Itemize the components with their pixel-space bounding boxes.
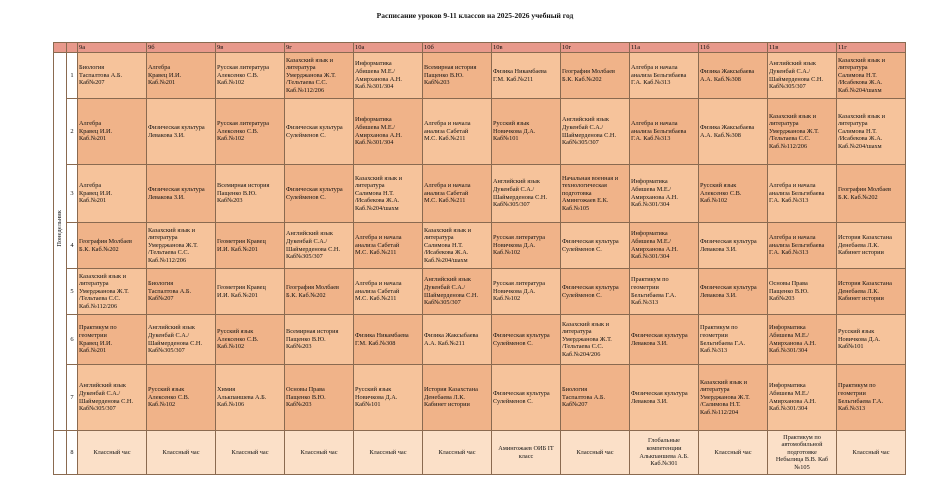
lesson-text: Физика Жаксыбаева А.А. Каб.№308	[700, 123, 755, 139]
lesson-cell	[837, 53, 906, 99]
lesson-text: Алгебра и начала анализа Бельгибаева Г.А. Каб.№313	[769, 234, 825, 257]
class-header-10а: 10а	[354, 43, 423, 53]
lesson-row	[54, 223, 906, 269]
lesson-cell	[285, 365, 354, 431]
lesson-text: Классный час	[93, 448, 131, 456]
lesson-cell	[768, 223, 837, 269]
lesson-text: Алгебра Кравец И.И. Каб.№201	[79, 120, 113, 143]
lesson-text: Физическая культура Сулейменов С.	[286, 185, 343, 201]
lesson-text: Всемирная история Пащенко В.Ю. Каб№203	[286, 328, 339, 351]
lesson-text: Алгебра и начала анализа Сабетай М.С. Каб.№211	[355, 234, 402, 257]
lesson-text: Физическая культура Левакова З.И.	[700, 283, 757, 299]
class-header-11а: 11а	[630, 43, 699, 53]
lesson-text: Глобальные компетенции Алькпаншева А.Б. Каб.№301	[639, 437, 689, 468]
lesson-text: Классный час	[300, 448, 338, 456]
lesson-text: Физическая культура Сулейменов С.	[493, 389, 550, 405]
lesson-text: Русская литература Новичкова Д.А. Каб.№102	[493, 280, 546, 303]
lesson-text: Казахский язык и литература Умерджанова Ж.Т. /Салимова Н.Т. Каб.№112/204	[700, 378, 750, 416]
class-header-9в: 9в	[216, 43, 285, 53]
lesson-cell	[561, 223, 630, 269]
lesson-cell	[216, 99, 285, 165]
lesson-cell	[78, 431, 147, 475]
lesson-text: Казахский язык и литература Умерджанова Ж.Т. /Тельтаева С.С. Каб.№112/206	[148, 226, 198, 264]
lesson-cell	[630, 431, 699, 475]
lesson-cell	[837, 269, 906, 315]
lesson-cell	[147, 165, 216, 223]
lesson-cell	[492, 431, 561, 475]
lesson-text: Информатика Абишева М.Е./ Амирханова А.Н. Каб.№301/304	[631, 230, 678, 261]
lesson-cell	[561, 99, 630, 165]
lesson-text: Казахский язык и литература Салимова Н.Т. /Исабекова Ж.А. Каб.№204/шахм	[424, 226, 471, 264]
lesson-text: Всемирная история Пащенко В.Ю. Каб№203	[424, 64, 477, 87]
lesson-text: Физическая культура Левакова З.И.	[631, 331, 688, 347]
lesson-text: Алгебра Кравец И.И. Каб.№201	[148, 64, 182, 87]
lesson-text: География Молбаев Б.К. Каб.№202	[286, 283, 339, 299]
lesson-cell	[492, 53, 561, 99]
lesson-text: Английский язык Дукенбай С.А./ Шаймерденова С.Н. Каб№305/307	[148, 324, 203, 355]
lesson-text: Казахский язык и литература Умерджанова Ж.Т. /Тельтаева С.С. Каб.№204/206	[562, 320, 612, 358]
lesson-cell	[630, 99, 699, 165]
lesson-number: 6	[67, 315, 78, 365]
lesson-cell	[216, 165, 285, 223]
lesson-number: 1	[67, 53, 78, 99]
class-header-10г: 10г	[561, 43, 630, 53]
lesson-text: Английский язык Дукенбай С.А./ Шаймерденова С.Н. Каб№305/307	[562, 116, 617, 147]
lesson-text: Физическая культура Сулейменов С.	[562, 283, 619, 299]
lesson-cell	[285, 53, 354, 99]
lesson-text: Казахский язык и литература Салимова Н.Т. /Исабекова Ж.А. Каб.№204/шахм	[838, 112, 885, 150]
lesson-cell	[354, 99, 423, 165]
class-header-9а: 9а	[78, 43, 147, 53]
lesson-text: Физика Никамбаева Г.М. Каб.№308	[355, 331, 409, 347]
lesson-cell	[837, 365, 906, 431]
lesson-text: Геометрия Кравец И.И. Каб.№201	[217, 237, 266, 253]
lesson-text: Алгебра Кравец И.И. Каб.№201	[79, 182, 113, 205]
lesson-cell	[768, 165, 837, 223]
lesson-cell	[699, 431, 768, 475]
lesson-text: Русский язык Алексенко С.В. Каб.№102	[217, 328, 259, 351]
lesson-cell	[492, 223, 561, 269]
lesson-text: Классный час	[852, 448, 890, 456]
lesson-cell	[699, 269, 768, 315]
lesson-row	[54, 53, 906, 99]
lesson-cell	[492, 365, 561, 431]
lesson-text: Физическая культура Левакова З.И.	[148, 123, 205, 139]
lesson-text: География Молбаев Б.К. Каб.№202	[79, 237, 132, 253]
lesson-text: Алгебра и начала анализа Бельгибаева Г.А. Каб.№313	[631, 64, 687, 87]
lesson-text: Классный час	[231, 448, 269, 456]
lesson-text: Физика Жаксыбаева А.А. Каб.№308	[700, 67, 755, 83]
day-label-cell	[54, 53, 67, 431]
lesson-text: Физика Никамбаева Г.М. Каб.№211	[493, 67, 547, 83]
lesson-cell	[561, 165, 630, 223]
lesson-cell	[699, 315, 768, 365]
lesson-cell	[837, 431, 906, 475]
class-header-10в: 10в	[492, 43, 561, 53]
lesson-text: Биология Таспалтова А.Б. Каб№207	[562, 386, 606, 409]
lesson-text: Казахский язык и литература Салимова Н.Т. /Исабекова Ж.А. Каб.№204/шахм	[838, 56, 885, 94]
class-header-9б: 9б	[147, 43, 216, 53]
lesson-cell	[354, 53, 423, 99]
lesson-cell	[423, 315, 492, 365]
lesson-cell	[423, 431, 492, 475]
lesson-cell	[837, 315, 906, 365]
lesson-text: Физическая культура Левакова З.И.	[631, 389, 688, 405]
lesson-text: Практикум по геометрии Кравец И.И. Каб.№201	[79, 324, 117, 355]
lesson-cell	[768, 315, 837, 365]
lesson-row	[54, 315, 906, 365]
lesson-text: Физическая культура Сулейменов С.	[493, 331, 550, 347]
lesson-text: Практикум по геометрии Бельгибаева Г.А. Каб.№313	[838, 382, 884, 413]
lesson-text: Биология Таспалтова А.Б. Каб№207	[148, 280, 192, 303]
lesson-text: Казахский язык и литература Салимова Н.Т. /Исабекова Ж.А. Каб.№204/шахм	[355, 174, 402, 212]
lesson-cell	[630, 269, 699, 315]
lesson-number: 7	[67, 365, 78, 431]
lesson-cell	[147, 315, 216, 365]
lesson-text: Алгебра и начала анализа Сабетай М.С. Каб.№211	[424, 120, 471, 143]
lesson-cell	[285, 315, 354, 365]
lesson-row	[54, 165, 906, 223]
lesson-cell	[147, 53, 216, 99]
lesson-text: Информатика Абишева М.Е./ Амирханова А.Н. Каб.№301/304	[631, 178, 678, 209]
lesson-text: Русский язык Новичкова Д.А. Каб№101	[838, 328, 881, 351]
lesson-cell	[216, 269, 285, 315]
lesson-cell	[147, 365, 216, 431]
lesson-cell	[768, 53, 837, 99]
lesson-cell	[492, 99, 561, 165]
lesson-cell	[354, 223, 423, 269]
lesson-cell	[768, 99, 837, 165]
lesson-text: Физическая культура Сулейменов С.	[562, 237, 619, 253]
lesson-text: Амингожаев ОИБ IT класс	[498, 444, 554, 460]
lesson-text: Алгебра и начала анализа Сабетай М.С. Каб.№211	[424, 182, 471, 205]
lesson-text: Практикум по автомобильной подготовке Небылица В.В. Каб №105	[775, 433, 829, 471]
lesson-text: Физическая культура Левакова З.И.	[148, 185, 205, 201]
lesson-cell	[630, 223, 699, 269]
lesson-text: Классный час	[369, 448, 407, 456]
lesson-number: 2	[67, 99, 78, 165]
lesson-number: 3	[67, 165, 78, 223]
lesson-cell	[285, 165, 354, 223]
lesson-row	[54, 431, 906, 475]
lesson-text: Русский язык Новичкова Д.А. Каб№101	[493, 120, 536, 143]
lesson-row	[54, 365, 906, 431]
lesson-text: Химия Алькпаншева А.Б. Каб.№106	[217, 386, 267, 409]
lesson-cell	[699, 165, 768, 223]
lesson-cell	[630, 315, 699, 365]
lesson-cell	[216, 223, 285, 269]
lesson-text: Начальная военная и технологическая подготовка Амингожаев Е.К. Каб.№105	[562, 174, 619, 212]
lesson-cell	[492, 315, 561, 365]
lesson-cell	[630, 365, 699, 431]
lesson-cell	[423, 53, 492, 99]
header-row	[54, 43, 906, 53]
lesson-cell	[561, 269, 630, 315]
lesson-cell	[423, 223, 492, 269]
lesson-cell	[78, 53, 147, 99]
lesson-text: Физическая культура Сулейменов С.	[286, 123, 343, 139]
lesson-text: География Молбаев Б.К. Каб.№202	[838, 185, 891, 201]
lesson-cell	[423, 99, 492, 165]
lesson-text: История Казахстана Денебаева Л.К. Кабинет истории	[424, 386, 478, 409]
schedule-table	[53, 42, 906, 475]
lesson-text: Информатика Абишева М.Е./ Амирханова А.Н. Каб.№301/304	[355, 116, 402, 147]
lesson-text: Физика Жаксыбаева А.А. Каб.№211	[424, 331, 479, 347]
lesson-cell	[837, 165, 906, 223]
lesson-text: Биология Таспалтова А.Б. Каб№207	[79, 64, 123, 87]
lesson-text: Алгебра и начала анализа Бельгибаева Г.А. Каб.№313	[631, 120, 687, 143]
lesson-text: Казахский язык и литература Умерджанова Ж.Т. /Тельтаева С.С. Каб.№112/206	[79, 272, 129, 310]
lesson-cell	[147, 269, 216, 315]
lesson-cell	[78, 165, 147, 223]
class-header-11г: 11г	[837, 43, 906, 53]
day-label: Понедельник	[56, 209, 64, 247]
lesson-number: 4	[67, 223, 78, 269]
lesson-cell	[285, 99, 354, 165]
lesson-cell	[492, 165, 561, 223]
lesson-cell	[768, 269, 837, 315]
lesson-cell	[285, 223, 354, 269]
lesson-text: Физическая культура Левакова З.И.	[700, 237, 757, 253]
header-blank	[54, 43, 67, 53]
lesson-text: Основы Права Пащенко В.Ю. Каб№203	[286, 386, 326, 409]
lesson-cell	[699, 99, 768, 165]
lesson-cell	[630, 165, 699, 223]
lesson-cell	[285, 269, 354, 315]
lesson-cell	[354, 431, 423, 475]
lesson-cell	[423, 365, 492, 431]
lesson-text: Классный час	[714, 448, 752, 456]
lesson-text: Классный час	[162, 448, 200, 456]
lesson-text: Русская литература Алексенко С.В. Каб.№102	[217, 120, 270, 143]
lesson-cell	[78, 99, 147, 165]
lesson-cell	[423, 269, 492, 315]
lesson-cell	[561, 431, 630, 475]
lesson-cell	[147, 99, 216, 165]
lesson-cell	[354, 315, 423, 365]
lesson-text: Русский язык Новичкова Д.А. Каб№101	[355, 386, 398, 409]
lesson-text: Классный час	[438, 448, 476, 456]
lesson-text: Английский язык Дукенбай С.А./ Шаймерденова С.Н. Каб№305/307	[79, 382, 134, 413]
lesson-cell	[354, 165, 423, 223]
lesson-text: Русский язык Алексенко С.В. Каб.№102	[700, 182, 742, 205]
day-label-cell	[54, 431, 67, 475]
lesson-text: История Казахстана Денебаева Л.К. Кабинет истории	[838, 234, 892, 257]
lesson-cell	[78, 269, 147, 315]
lesson-cell	[216, 315, 285, 365]
class-header-10б: 10б	[423, 43, 492, 53]
lesson-row	[54, 99, 906, 165]
lesson-cell	[837, 223, 906, 269]
lesson-text: Алгебра и начала анализа Бельгибаева Г.А. Каб.№313	[769, 182, 825, 205]
lesson-cell	[768, 431, 837, 475]
lesson-cell	[216, 431, 285, 475]
lesson-cell	[78, 365, 147, 431]
lesson-text: Практикум по геометрии Бельгибаева Г.А. Каб.№313	[631, 276, 677, 307]
lesson-text: Казахский язык и литература Умерджанова Ж.Т. /Тельтаева С.С. Каб.№112/206	[769, 112, 819, 150]
lesson-text: Английский язык Дукенбай С.А./ Шаймерденова С.Н. Каб№305/307	[424, 276, 479, 307]
lesson-cell	[561, 53, 630, 99]
lesson-cell	[423, 165, 492, 223]
lesson-text: Казахский язык и литература Умерджанова Ж.Т. /Тельтаева С.С. Каб.№112/206	[286, 56, 336, 94]
lesson-text: Русский язык Алексенко С.В. Каб.№102	[148, 386, 190, 409]
class-header-11б: 11б	[699, 43, 768, 53]
lesson-cell	[78, 223, 147, 269]
lesson-cell	[630, 53, 699, 99]
header-blank	[67, 43, 78, 53]
lesson-cell	[147, 431, 216, 475]
lesson-cell	[147, 223, 216, 269]
lesson-text: Основы Права Пащенко В.Ю. Каб№203	[769, 280, 809, 303]
lesson-cell	[216, 365, 285, 431]
lesson-text: Информатика Абишева М.Е./ Амирханова А.Н. Каб.№301/304	[769, 324, 816, 355]
lesson-text: Всемирная история Пащенко В.Ю. Каб№203	[217, 182, 270, 205]
lesson-text: Практикум по геометрии Бельгибаева Г.А. Каб.№313	[700, 324, 746, 355]
lesson-cell	[699, 365, 768, 431]
lesson-cell	[78, 315, 147, 365]
lesson-cell	[561, 365, 630, 431]
lesson-text: История Казахстана Денебаева Л.К. Кабинет истории	[838, 280, 892, 303]
class-header-11в: 11в	[768, 43, 837, 53]
lesson-cell	[354, 269, 423, 315]
lesson-cell	[354, 365, 423, 431]
lesson-text: Английский язык Дукенбай С.А./ Шаймерденова С.Н. Каб№305/307	[286, 230, 341, 261]
lesson-text: Информатика Абишева М.Е./ Амирханова А.Н. Каб.№301/304	[355, 60, 402, 91]
lesson-text: Русская литература Новичкова Д.А. Каб.№102	[493, 234, 546, 257]
lesson-cell	[837, 99, 906, 165]
lesson-text: Английский язык Дукенбай С.А./ Шаймерденова С.Н. Каб№305/307	[769, 60, 824, 91]
lesson-cell	[699, 53, 768, 99]
lesson-text: Алгебра и начала анализа Сабетай М.С. Каб.№211	[355, 280, 402, 303]
class-header-9г: 9г	[285, 43, 354, 53]
page-title: Расписание уроков 9-11 классов на 2025-2026 учебный год	[376, 11, 574, 20]
lesson-text: Геометрия Кравец И.И. Каб.№201	[217, 283, 266, 299]
lesson-cell	[768, 365, 837, 431]
lesson-cell	[561, 315, 630, 365]
lesson-number: 8	[67, 431, 78, 475]
lesson-cell	[285, 431, 354, 475]
lesson-text: Русская литература Алексенко С.В. Каб.№102	[217, 64, 270, 87]
lesson-cell	[216, 53, 285, 99]
lesson-text: Английский язык Дукенбай С.А./ Шаймерденова С.Н. Каб№305/307	[493, 178, 548, 209]
lesson-row	[54, 269, 906, 315]
lesson-number: 5	[67, 269, 78, 315]
lesson-text: Классный час	[576, 448, 614, 456]
lesson-cell	[699, 223, 768, 269]
lesson-cell	[492, 269, 561, 315]
lesson-text: География Молбаев Б.К. Каб.№202	[562, 67, 615, 83]
lesson-text: Информатика Абишева М.Е./ Амирханова А.Н. Каб.№301/304	[769, 382, 816, 413]
